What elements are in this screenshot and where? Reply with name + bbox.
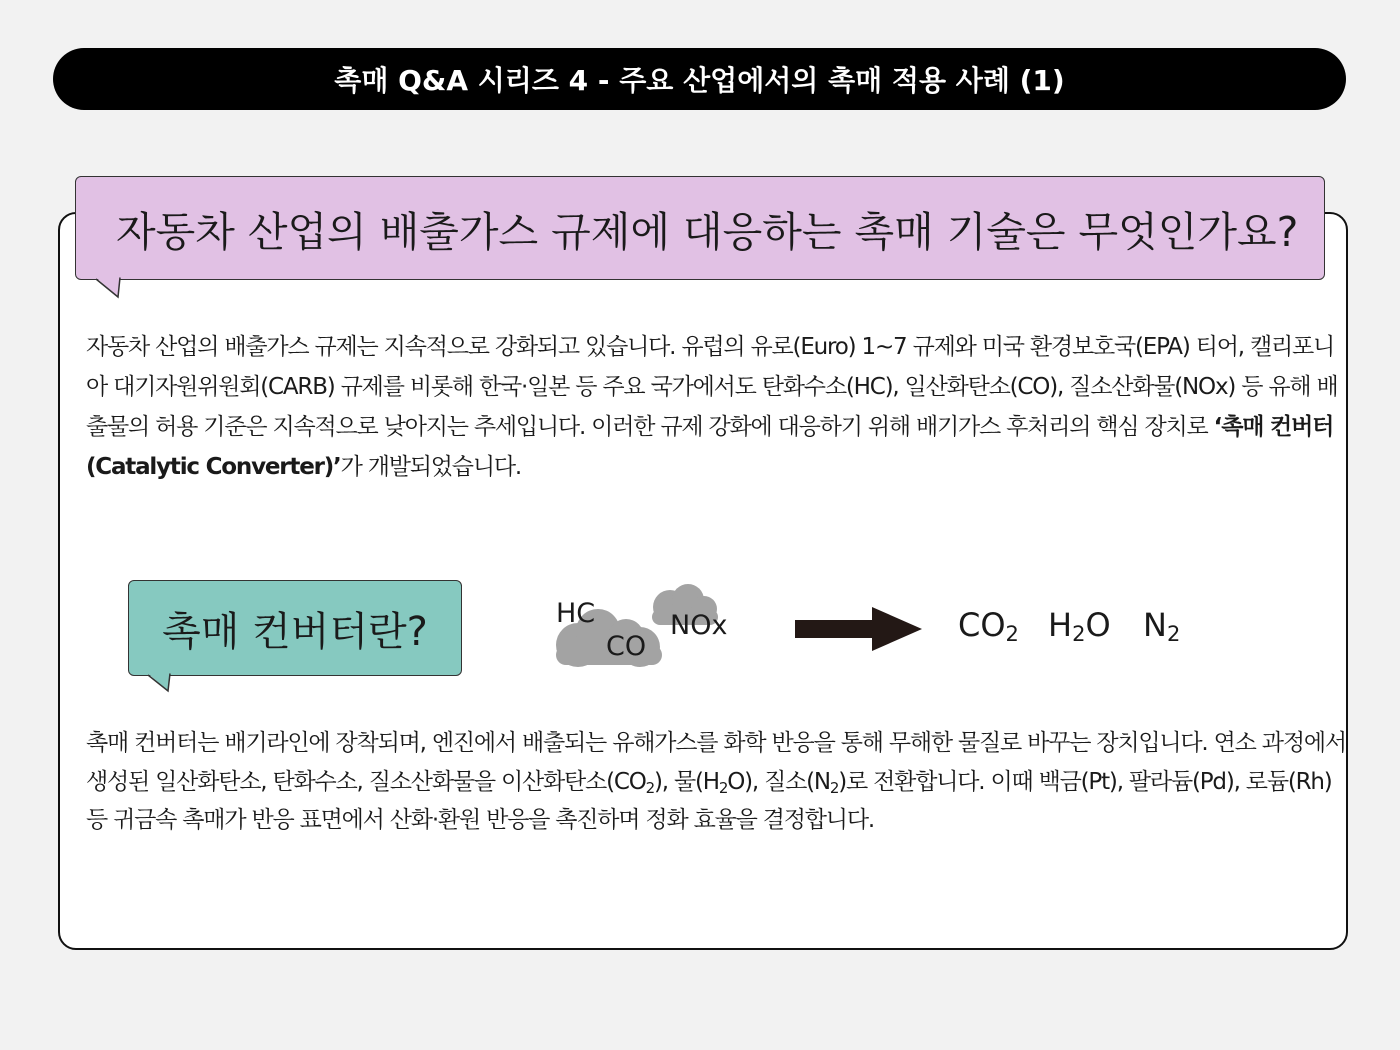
- gas-nox: NOx: [670, 610, 728, 641]
- series-title-banner: [53, 48, 1346, 110]
- intro-text: 자동차 산업의 배출가스 규제는 지속적으로 강화되고 있습니다. 유럽의 유로(Euro) 1~7 규제와 미국 환경보호국(EPA) 티어, 캘리포니아 대기자원위원회(CARB) 규제를 비롯해 한국·일본 등 주요 국가에서도 탄화수소(HC), 일산화탄소(CO), 질소산화물(NOx) 등 유해 배출물의 허용 기준은 지속적으로 낮아지는 추세입니다. 이러한 규제 강화에 대응하기 위해 배기가스 후처리의 핵심 장치로: [86, 334, 1338, 440]
- gas-hc: HC: [556, 598, 596, 629]
- intro-text-end: 가 개발되었습니다.: [340, 454, 521, 480]
- product-n2: $N_2$: [1143, 606, 1181, 646]
- reaction-arrow: [795, 607, 922, 651]
- question-bubble: [75, 176, 1325, 280]
- converter-bubble-tail: [148, 675, 170, 693]
- converter-bubble: [128, 580, 462, 676]
- question-bubble-tail: [96, 279, 120, 299]
- catalytic-converter-term: ‘촉매 컨버터(Catalytic Converter)’: [86, 414, 1334, 480]
- converter-heading: 촉매 컨버터란?: [162, 608, 428, 655]
- gas-co: CO: [606, 631, 647, 662]
- product-co2: $CO_2$: [958, 606, 1019, 646]
- question-text: 자동차 산업의 배출가스 규제에 대응하는 촉매 기술은 무엇인가요?: [116, 207, 1299, 256]
- product-h2o: $H_2O$: [1048, 606, 1111, 646]
- explanation-paragraph: 촉매 컨버터는 배기라인에 장착되며, 엔진에서 배출되는 유해가스를 화학 반응을 통해 무해한 물질로 바꾸는 장치입니다. 연소 과정에서 생성된 일산화탄소, 탄화수소, 질소산화물을 이산화탄소$(CO_2)$, 물$(H_2O)$, 질소$(N_2)$로 전환합니다. 이때 백금(Pt), 팔라듐(Pd), 로듐(Rh) 등 귀금속 촉매가 반응 표면에서 산화·환원 반응을 촉진하며 정화 효율을 결정합니다.: [86, 730, 1346, 833]
- series-title: 촉매 Q&A 시리즈 4 - 주요 산업에서의 촉매 적용 사례 (1): [334, 64, 1065, 97]
- intro-paragraph: [86, 327, 1346, 487]
- reaction-diagram: [540, 575, 1240, 685]
